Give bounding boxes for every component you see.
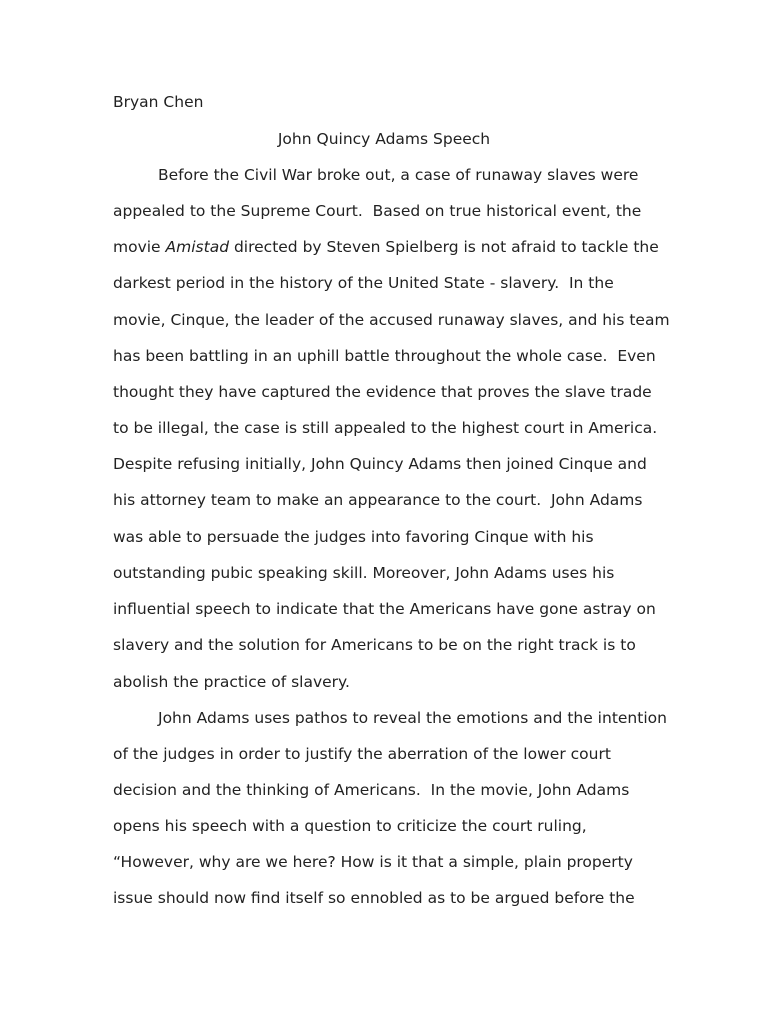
body-line: Before the Civil War broke out, a case of runaway slaves were xyxy=(158,166,639,184)
body-line: slavery and the solution for Americans to be on the right track is to xyxy=(113,636,636,654)
body-line: darkest period in the history of the United State - slavery. In the xyxy=(113,274,614,292)
body-line: Despite refusing initially, John Quincy Adams then joined Cinque and xyxy=(113,455,647,473)
author-name: Bryan Chen xyxy=(113,93,204,111)
body-line: decision and the thinking of Americans. In the movie, John Adams xyxy=(113,781,630,799)
body-line: “However, why are we here? How is it that a simple, plain property xyxy=(113,853,633,871)
body-line: thought they have captured the evidence that proves the slave trade xyxy=(113,383,652,401)
body-line: to be illegal, the case is still appealed to the highest court in America. xyxy=(113,419,658,437)
film-title: Amistad xyxy=(165,238,230,256)
body-text: directed by Steven Spielberg is not afraid to tackle the xyxy=(229,238,659,256)
body-text: movie xyxy=(113,238,166,256)
body-line: was able to persuade the judges into favoring Cinque with his xyxy=(113,528,594,546)
body-line: opens his speech with a question to criticize the court ruling, xyxy=(113,817,587,835)
body-line: issue should now find itself so ennobled as to be argued before the xyxy=(113,889,635,907)
body-line: has been battling in an uphill battle throughout the whole case. Even xyxy=(113,347,656,365)
body-line: movie, Cinque, the leader of the accused runaway slaves, and his team xyxy=(113,311,670,329)
body-line: his attorney team to make an appearance to the court. John Adams xyxy=(113,491,643,509)
body-line: abolish the practice of slavery. xyxy=(113,673,350,691)
body-line: of the judges in order to justify the aberration of the lower court xyxy=(113,745,611,763)
body-line: John Adams uses pathos to reveal the emotions and the intention xyxy=(158,709,667,727)
document-title: John Quincy Adams Speech xyxy=(277,130,491,148)
body-line: appealed to the Supreme Court. Based on true historical event, the xyxy=(113,202,642,220)
body-line xyxy=(113,237,659,257)
body-line: influential speech to indicate that the Americans have gone astray on xyxy=(113,600,656,618)
body-line: outstanding pubic speaking skill. Moreover, John Adams uses his xyxy=(113,564,615,582)
